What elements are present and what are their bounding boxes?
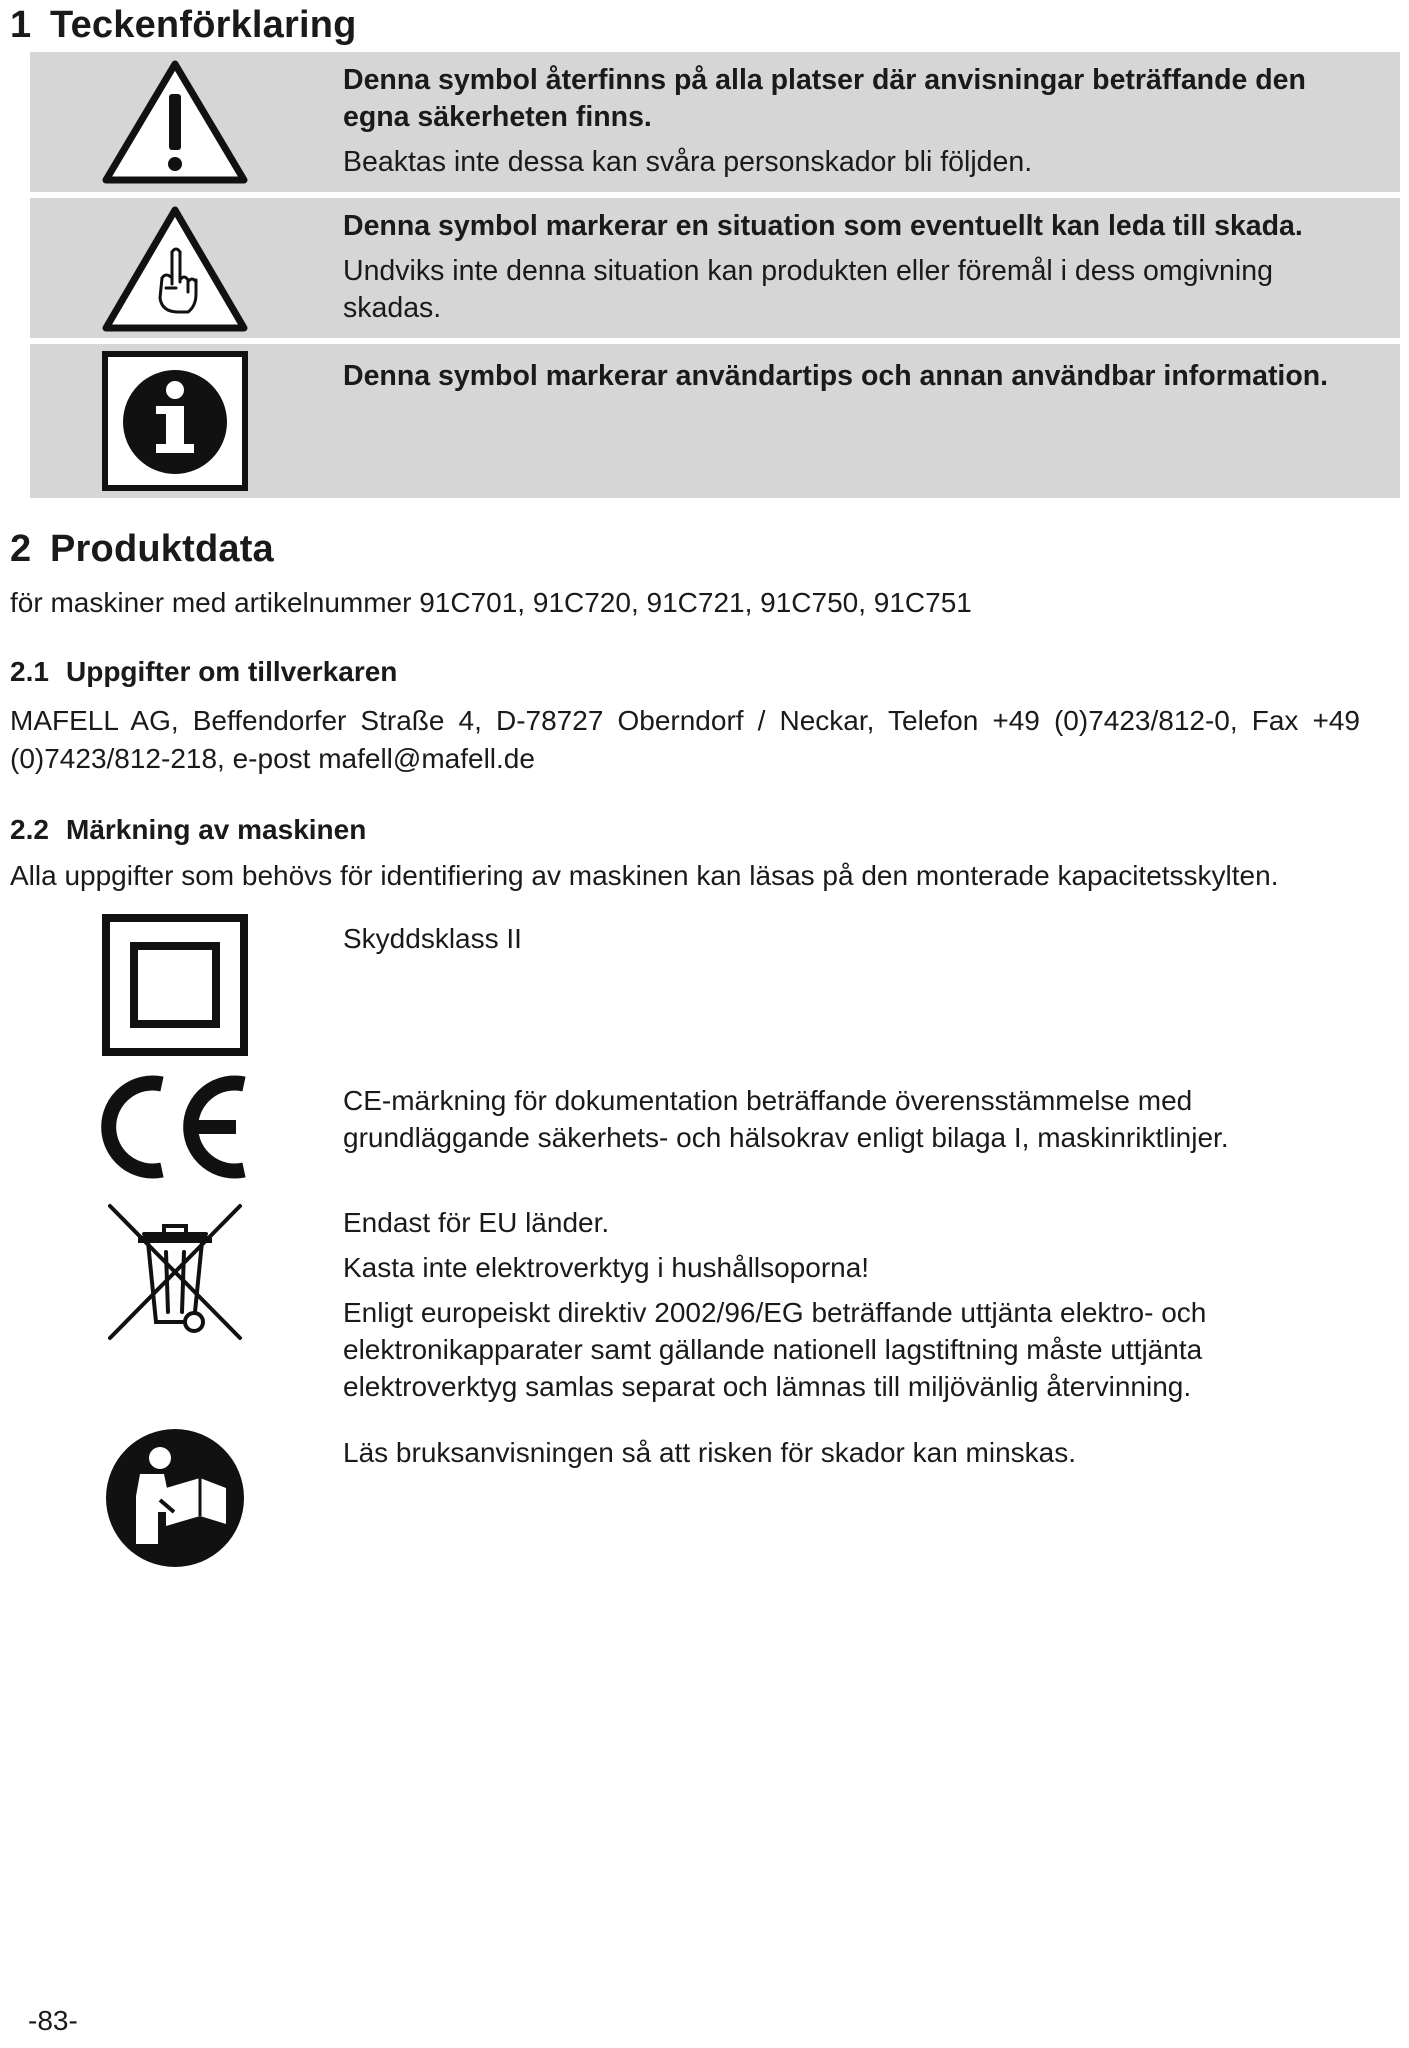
read-manual-text <box>343 1434 1363 1471</box>
section-2-heading <box>10 528 274 571</box>
weee-line-2: Kasta inte elektroverktyg i hushållsoporna! <box>343 1252 870 1283</box>
ce-mark-icon <box>100 1072 250 1182</box>
ce-text <box>343 1082 1363 1156</box>
caution-hand-icon <box>100 202 250 334</box>
section-1-heading <box>10 4 357 47</box>
weee-crossed-bin-icon <box>100 1198 250 1344</box>
section-1-number: 1 <box>10 4 32 46</box>
protection-class-text <box>343 920 1363 957</box>
subsection-2-2-title: Märkning av maskinen <box>66 814 367 845</box>
legend-info-text <box>343 358 1363 395</box>
section-2-intro: för maskiner med artikelnummer 91C701, 91C720, 91C721, 91C750, 91C751 <box>10 587 972 618</box>
warning-triangle-icon <box>100 56 250 186</box>
manufacturer-info: MAFELL AG, Beffendorfer Straße 4, D-78727 Oberndorf / Neckar, Telefon +49 (0)7423/812-0, Fax +49 (0)7423/812-218, e-post mafell@mafell.de <box>10 705 1360 774</box>
protection-class-line: Skyddsklass II <box>343 923 522 954</box>
weee-line-1: Endast för EU länder. <box>343 1207 610 1238</box>
marking-intro: Alla uppgifter som behövs för identifiering av maskinen kan läsas på den monterade kapacitetsskylten. <box>10 860 1279 891</box>
subsection-2-1-number: 2.1 <box>10 656 49 687</box>
read-manual-line: Läs bruksanvisningen så att risken för skador kan minskas. <box>343 1437 1077 1468</box>
legend-caution-bold: Denna symbol markerar en situation som eventuellt kan leda till skada. <box>343 210 1303 242</box>
subsection-2-2-heading <box>10 814 366 846</box>
legend-caution-normal: Undviks inte denna situation kan produkten eller föremål i dess omgivning skadas. <box>343 255 1273 324</box>
ce-line: CE-märkning för dokumentation beträffande överensstämmelse med grundläggande säkerhets- och hälsokrav enligt bilaga I, maskinriktlinjer. <box>343 1085 1229 1153</box>
subsection-2-2-number: 2.2 <box>10 814 49 845</box>
legend-info-bold: Denna symbol markerar användartips och annan användbar information. <box>343 360 1329 392</box>
protection-class-ii-icon <box>100 912 250 1058</box>
legend-warning-normal: Beaktas inte dessa kan svåra personskador bli följden. <box>343 146 1033 178</box>
subsection-2-1-title: Uppgifter om tillverkaren <box>66 656 398 687</box>
weee-line-3: Enligt europeiskt direktiv 2002/96/EG beträffande uttjänta elektro- och elektronikapparater samt gällande nationell lagstiftning måste uttjänta elektroverktyg samlas separat och lämnas till miljövänlig återvinning. <box>343 1297 1207 1402</box>
weee-text <box>343 1204 1363 1405</box>
legend-warning-text <box>343 62 1363 181</box>
page-number: -83- <box>28 2005 78 2036</box>
section-2-number: 2 <box>10 528 32 570</box>
read-manual-icon <box>100 1426 250 1570</box>
info-icon <box>100 350 250 492</box>
subsection-2-1-heading <box>10 656 397 688</box>
section-2-title: Produktdata <box>50 528 274 570</box>
legend-caution-text <box>343 208 1363 327</box>
legend-warning-bold: Denna symbol återfinns på alla platser där anvisningar beträffande den egna säkerheten finns. <box>343 64 1306 133</box>
section-1-title: Teckenförklaring <box>50 4 357 46</box>
